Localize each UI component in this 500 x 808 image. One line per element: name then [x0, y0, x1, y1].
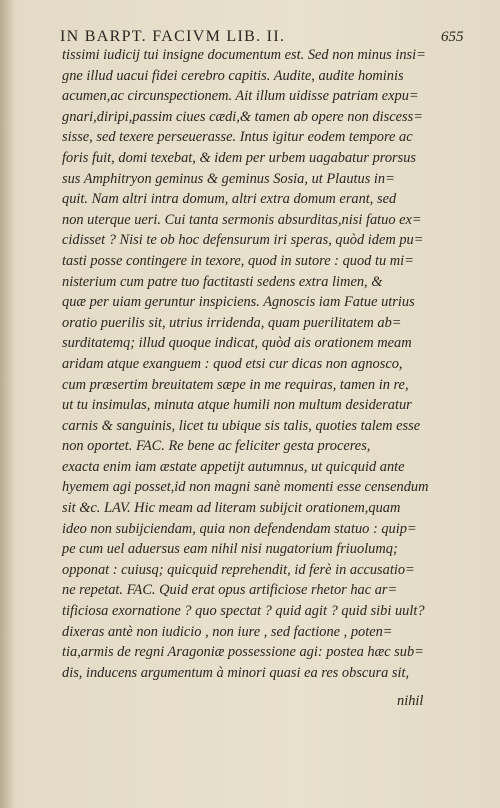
text-line: quæ per uiam geruntur inspiciens. Agnoscis iam Fatue utrius — [62, 294, 415, 311]
text-line: tia,armis de regni Aragoniæ possessione agi: postea hæc sub= — [62, 644, 424, 661]
page-number: 655 — [441, 29, 464, 45]
text-line: pe cum uel aduersus eam nihil nisi nugatorium friuolumq; — [62, 541, 398, 558]
running-head: IN BARPT. FACIVM LIB. II. — [60, 28, 286, 45]
text-line: gnari,diripi,passim ciues cædi,& tamen ab opere non discess= — [62, 108, 423, 125]
text-line: gne illud uacui fidei cerebro capitis. Audite, audite hominis — [62, 67, 404, 84]
text-line: ideo non subijciendam, quia non defendendam statuo : quip= — [62, 520, 417, 537]
text-line: tissimi iudicij tui insigne documentum est. Sed non minus insi= — [62, 47, 426, 63]
text-line: cum præsertim breuitatem sæpe in me requiras, tamen in re, — [62, 376, 409, 393]
text-line: nisterium cum patre tuo factitasti sedens extra limen, & — [62, 273, 383, 290]
text-line: tificiosa exornatione ? quo spectat ? quid agit ? quid sibi uult? — [62, 603, 425, 620]
text-line: carnis & sanguinis, licet tu ubique sis talis, quoties talem esse — [62, 417, 421, 434]
text-line: cidisset ? Nisi te ob hoc defensurum iri speras, quòd idem pu= — [62, 232, 424, 249]
body-text — [62, 45, 430, 683]
text-line: foris fuit, domi texebat, & idem per urbem uagabatur prorsus — [62, 149, 417, 166]
text-line: opponat : cuiusq; quicquid reprehendit, id ferè in accusatio= — [62, 561, 415, 578]
text-line: sisse, sed texere perseuerasse. Intus igitur eodem tempore ac — [62, 129, 413, 146]
gutter-shadow — [0, 0, 14, 808]
text-line: hyemem agi posset,id non magni sanè momenti esse censendum — [62, 479, 429, 496]
text-line: tasti posse contingere in texore, quod in sutore : quod tu mi= — [62, 252, 414, 269]
text-line: ne repetat. FAC. Quid erat opus artificiose rhetor hac ar= — [62, 582, 398, 599]
text-line: dis, inducens argumentum à minori quasi ea res obscura sit, — [62, 664, 410, 681]
text-line: aridam atque exanguem : quod etsi cur dicas non agnosco, — [62, 355, 403, 372]
text-line: ut tu insimulas, minuta atque humili non multum desideratur — [62, 397, 412, 414]
text-line: sit &c. LAV. Hic meam ad literam subijcit orationem,quam — [62, 500, 401, 517]
text-line: non uterque ueri. Cui tanta sermonis absurditas,nisi fatuo ex= — [62, 211, 422, 228]
text-line: exacta enim iam æstate appetijt autumnus, ut quicquid ante — [62, 458, 405, 475]
text-line: sus Amphitryon geminus & geminus Sosia, ut Plautus in= — [62, 170, 395, 187]
text-line: acumen,ac circunspectionem. Ait illum uidisse patriam expu= — [62, 88, 419, 105]
text-line: quit. Nam altri intra domum, altri extra domum erant, sed — [62, 191, 397, 208]
catchword: nihil — [397, 693, 424, 709]
text-line: surditatemq; illud quoque indicat, quòd ais orationem meam — [62, 335, 412, 352]
text-line: oratio puerilis sit, utrius irridenda, quam puerilitatem ab= — [62, 314, 402, 331]
text-line: dixeras antè non iudicio , non iure , sed factione , poten= — [62, 623, 393, 640]
text-line: non oportet. FAC. Re bene ac feliciter gesta proceres, — [62, 438, 371, 455]
